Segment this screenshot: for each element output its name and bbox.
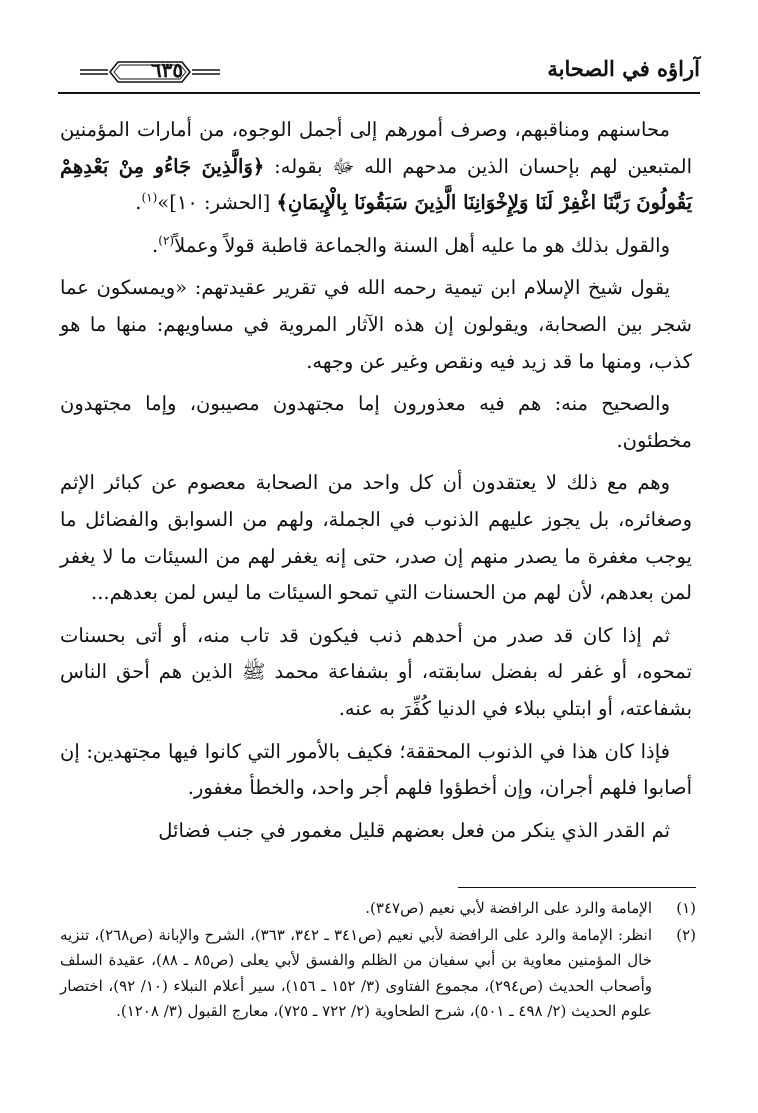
paragraph-2: [60, 228, 692, 265]
footnote-2: [60, 923, 696, 1025]
footnote-number: (١): [676, 899, 696, 917]
page-number-ornament: [80, 55, 220, 89]
paragraph-1: [60, 112, 692, 222]
paragraph-1-text: محاسنهم ومناقبهم، وصرف أمورهم إلى أجمل الوجوه، من أمارات المؤمنين المتبعين لهم بإحسان الذين مدحهم الله ﷻ بقوله:: [60, 118, 693, 178]
page-number: ٦٣٥: [150, 58, 184, 82]
main-text: [60, 112, 692, 855]
verse-reference: [الحشر: ١٠]»: [157, 191, 277, 215]
footnote-1: [60, 896, 696, 922]
paragraph-1-end: .: [135, 191, 142, 215]
footnote-divider: [458, 887, 696, 888]
paragraph-2-text: والقول بذلك هو ما عليه أهل السنة والجماعة قاطبة قولاً وعملاً: [174, 233, 670, 257]
paragraph-8: ثم القدر الذي ينكر من فعل بعضهم قليل مغمور في جنب فضائل: [158, 818, 670, 842]
paragraph-5: وهم مع ذلك لا يعتقدون أن كل واحد من الصحابة معصوم عن كبائر الإثم وصغائره، بل يجوز عليهم الذنوب في الجملة، ولهم من السوابق والفضائل ما يوجب مغفرة ما يصدر منهم إن صدر، حتى إنه يغفر لهم من السيئات ما لا يغفر لمن بعدهم، لأن لهم من الحسنات التي تمحو السيئات ما ليس لمن بعدهم...: [60, 471, 692, 605]
running-title: آراؤه في الصحابة: [547, 56, 700, 81]
header-divider: [58, 92, 700, 94]
footnote-text: انظر: الإمامة والرد على الرافضة لأبي نعيم (ص٣٤١ ـ ٣٤٢، ٣٦٣)، الشرح والإبانة (ص٢٦٨)، تنزيه خال المؤمنين معاوية بن أبي سفيان من الظلم والفسق لأبي يعلى (ص٨٥ ـ ٨٨)، عقيدة السلف وأصحاب الحديث (ص٢٩٤)، مجموع الفتاوى (٣/ ١٥٢ ـ ١٥٦)، سير أعلام النبلاء (١٠/ ٩٢)، اختصار علوم الحديث (٢/ ٤٩٨ ـ ٥٠١)، شرح الطحاوية (٢/ ٧٢٢ ـ ٧٢٥)، معارج القبول (٣/ ١٢٠٨).: [60, 925, 653, 1020]
footnotes: [60, 896, 696, 1026]
page-header: [58, 50, 700, 92]
paragraph-7: فإذا كان هذا في الذنوب المحققة؛ فكيف بالأمور التي كانوا فيها مجتهدين: إن أصابوا فلهم أجران، وإن أخطؤوا فلهم أجر واحد، والخطأ مغفور.: [60, 739, 692, 800]
footnote-text: الإمامة والرد على الرافضة لأبي نعيم (ص٣٤٧).: [365, 899, 652, 917]
quran-verse: ﴿وَالَّذِينَ جَاءُو مِنْ بَعْدِهِمْ يَقُولُونَ رَبَّنَا اغْفِرْ لَنَا وَلِإِخْوَانِنَا الَّذِينَ سَبَقُونَا بِالْإِيمَانِ﴾: [60, 154, 692, 215]
footnote-marker-2: (٢): [158, 233, 175, 248]
paragraph-6: ثم إذا كان قد صدر من أحدهم ذنب فيكون قد تاب منه، أو أتى بحسنات تمحوه، أو غفر له بفضل سابقته، أو بشفاعة محمد ﷺ الذين هم أحق الناس بشفاعته، أو ابتلي ببلاء في الدنيا كُفِّرَ به عنه.: [60, 623, 692, 720]
paragraph-3: يقول شيخ الإسلام ابن تيمية رحمه الله في تقرير عقيدتهم: «ويمسكون عما شجر بين الصحابة، ويقولون إن هذه الآثار المروية في مساويهم: منها ما هو كذب، ومنها ما قد زيد فيه ونقص وغير عن وجهه.: [60, 276, 692, 373]
paragraph-2-end: .: [152, 233, 159, 257]
footnote-number: (٢): [676, 925, 696, 944]
paragraph-4: والصحيح منه: هم فيه معذورون إما مجتهدون مصيبون، وإما مجتهدون مخطئون.: [60, 392, 692, 452]
footnote-marker-1: (١): [141, 190, 158, 205]
